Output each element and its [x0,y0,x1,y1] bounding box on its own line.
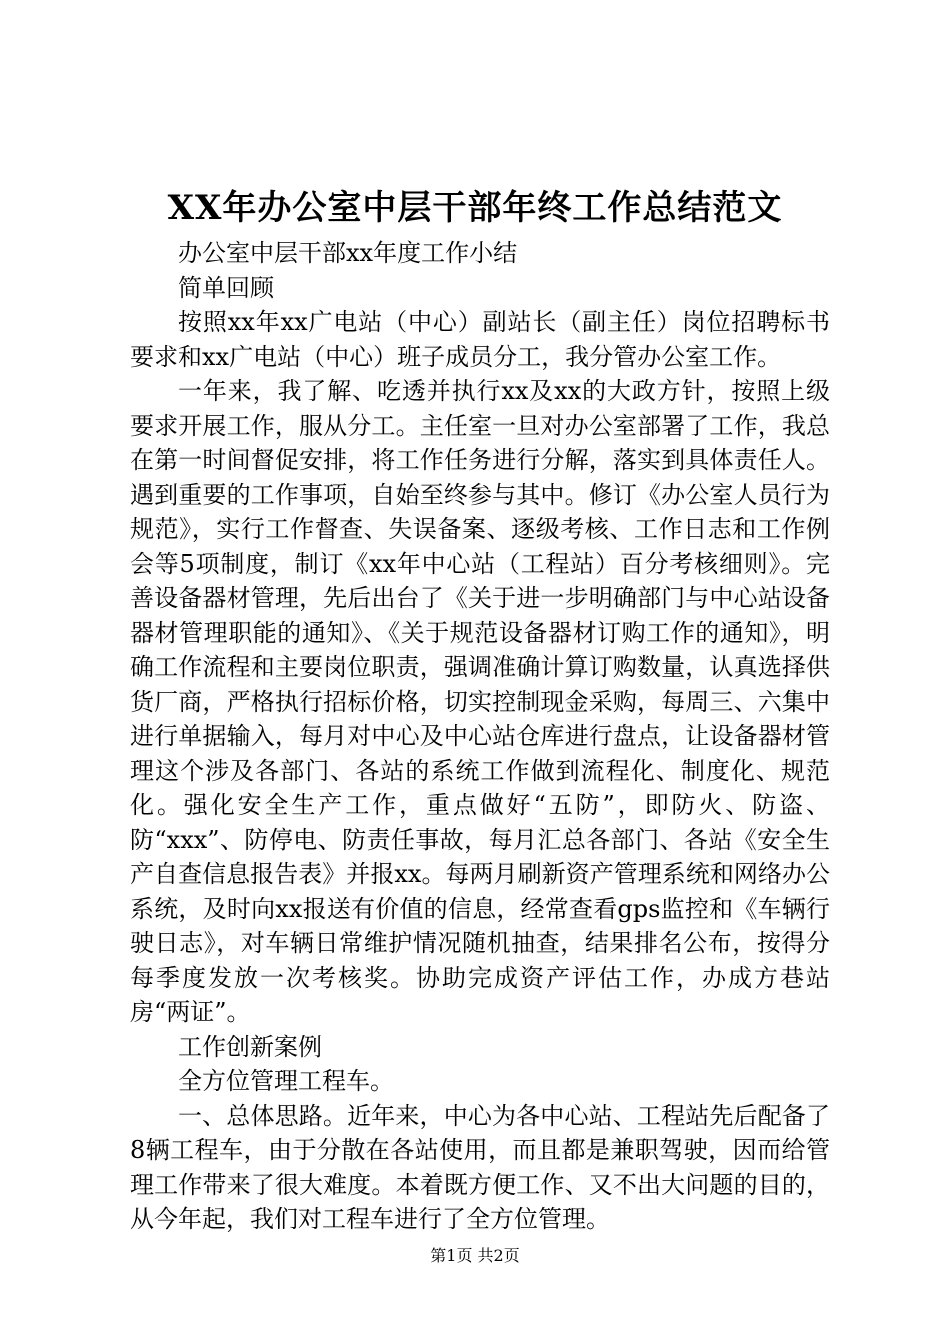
subtitle-paragraph: 办公室中层干部xx年度工作小结 [178,239,518,267]
document-title: XX年办公室中层干部年终工作总结范文 [167,188,783,228]
body-paragraph: 按照xx年xx广电站（中心）副站长（副主任）岗位招聘标书要求和xx广电站（中心）班子成员分工，我分管办公室工作。 [130,308,830,371]
body-paragraph: 一、总体思路。近年来，中心为各中心站、工程站先后配备了8辆工程车，由于分散在各站使用，而且都是兼职驾驶，因而给管理工作带来了很大难度。本着既方便工作、又不出大问题的目的，从今年起，我们对工程车进行了全方位管理。 [130,1101,830,1233]
document-body [130,236,830,1237]
body-paragraph: 全方位管理工程车。 [178,1067,394,1095]
page-footer: 第1页 共2页 [430,1246,520,1265]
body-paragraph: 一年来，我了解、吃透并执行xx及xx的大政方针，按照上级要求开展工作，服从分工。主任室一旦对办公室部署了工作，我总在第一时间督促安排，将工作任务进行分解，落实到具体责任人。遇到重要的工作事项，自始至终参与其中。修订《办公室人员行为规范》，实行工作督查、失误备案、逐级考核、工作日志和工作例会等5项制度，制订《xx年中心站（工程站）百分考核细则》。完善设备器材管理，先后出台了《关于进一步明确部门与中心站设备器材管理职能的通知》、《关于规范设备器材订购工作的通知》，明确工作流程和主要岗位职责，强调准确计算订购数量，认真选择供货厂商，严格执行招标价格，切实控制现金采购，每周三、六集中进行单据输入，每月对中心及中心站仓库进行盘点，让设备器材管理这个涉及各部门、各站的系统工作做到流程化、制度化、规范化。强化安全生产工作，重点做好“五防”，即防火、防盗、防“xxx”、防停电、防责任事故，每月汇总各部门、各站《安全生产自查信息报告表》并报xx。每两月刷新资产管理系统和网络办公系统，及时向xx报送有价值的信息，经常查看gps监控和《车辆行驶日志》，对车辆日常维护情况随机抽查，结果排名公布，按得分每季度发放一次考核奖。协助完成资产评估工作，办成方巷站房“两证”。 [130,377,830,1026]
section-heading: 简单回顾 [178,273,274,302]
section-heading: 工作创新案例 [178,1032,322,1061]
